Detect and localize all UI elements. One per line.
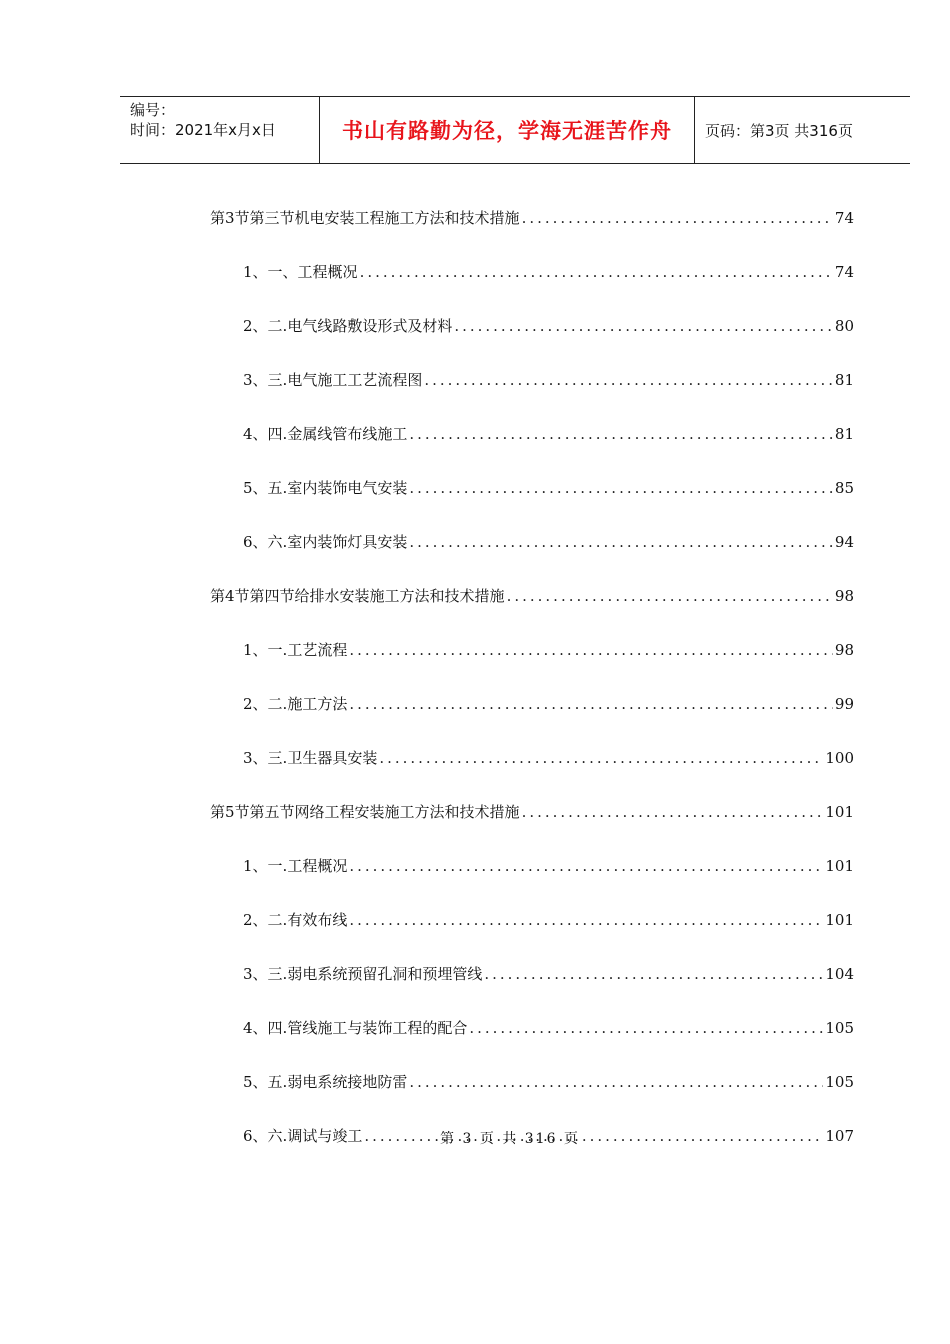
toc-entry-title: 二.电气线路敷设形式及材料 bbox=[267, 317, 453, 335]
toc-subsection-entry[interactable] bbox=[243, 530, 854, 554]
toc-subsection-entry[interactable] bbox=[243, 962, 854, 986]
toc-entry-page: 98 bbox=[834, 641, 854, 659]
toc-subsection-entry[interactable] bbox=[243, 1016, 854, 1040]
toc-entry-title: 第三节机电安装工程施工方法和技术措施 bbox=[249, 209, 520, 227]
toc-entry-title: 三.弱电系统预留孔洞和预埋管线 bbox=[267, 965, 483, 983]
footer-page-number: 第 3 页 共 316 页 bbox=[440, 1131, 580, 1147]
toc-entry-page: 100 bbox=[825, 749, 854, 767]
toc-subsection-entry[interactable] bbox=[243, 422, 854, 446]
toc-dot-leader bbox=[522, 206, 833, 230]
toc-entry-title: 三.电气施工工艺流程图 bbox=[267, 371, 423, 389]
toc-entry-number: 3、 bbox=[243, 371, 268, 389]
toc-entry-number: 4、 bbox=[243, 1019, 268, 1037]
toc-entry-title: 一.工艺流程 bbox=[267, 641, 348, 659]
toc-dot-leader bbox=[409, 476, 833, 500]
toc-subsection-entry[interactable] bbox=[243, 476, 854, 500]
toc-subsection-entry[interactable] bbox=[243, 314, 854, 338]
toc-subsection-entry[interactable] bbox=[243, 746, 854, 770]
toc-entry-page: 80 bbox=[834, 317, 854, 335]
toc-entry-page: 107 bbox=[825, 1127, 854, 1145]
toc-entry-number: 6、 bbox=[243, 1127, 268, 1145]
toc-dot-leader bbox=[409, 1070, 823, 1094]
header-page-info: 页码：第3页 共316页 bbox=[705, 121, 853, 140]
toc-entry-title: 五.室内装饰电气安装 bbox=[267, 479, 408, 497]
toc-subsection-entry[interactable] bbox=[243, 908, 854, 932]
toc-entry-title: 四.金属线管布线施工 bbox=[267, 425, 408, 443]
toc-subsection-entry[interactable] bbox=[243, 854, 854, 878]
toc-entry-page: 101 bbox=[825, 911, 854, 929]
toc-entry-page: 101 bbox=[825, 857, 854, 875]
toc-dot-leader bbox=[507, 584, 833, 608]
toc-entry-page: 98 bbox=[834, 587, 854, 605]
toc-section-entry[interactable] bbox=[210, 206, 854, 230]
header-motto: 书山有路勤为径，学海无涯苦作舟 bbox=[320, 97, 695, 163]
toc-entry-page: 105 bbox=[825, 1019, 854, 1037]
toc-entry-number: 3、 bbox=[243, 749, 268, 767]
toc-entry-page: 81 bbox=[834, 371, 854, 389]
toc-entry-title: 第四节给排水安装施工方法和技术措施 bbox=[249, 587, 505, 605]
toc-dot-leader bbox=[454, 314, 833, 338]
toc-section-entry[interactable] bbox=[210, 800, 854, 824]
toc-entry-number: 6、 bbox=[243, 533, 268, 551]
toc-dot-leader bbox=[409, 530, 833, 554]
toc-entry-title: 第五节网络工程安装施工方法和技术措施 bbox=[249, 803, 520, 821]
toc-entry-number: 2、 bbox=[243, 317, 268, 335]
toc-entry-title: 四.管线施工与装饰工程的配合 bbox=[267, 1019, 468, 1037]
toc-entry-title: 二.有效布线 bbox=[267, 911, 348, 929]
toc-entry-number: 1、 bbox=[243, 263, 268, 281]
page-footer bbox=[0, 1128, 950, 1148]
toc-entry-page: 81 bbox=[834, 425, 854, 443]
toc-dot-leader bbox=[469, 1016, 823, 1040]
document-number-label: 编号： bbox=[130, 101, 176, 119]
toc-entry-number: 5、 bbox=[243, 479, 268, 497]
toc-dot-leader bbox=[522, 800, 824, 824]
toc-entry-title: 六.调试与竣工 bbox=[267, 1127, 363, 1145]
toc-dot-leader bbox=[360, 260, 833, 284]
toc-subsection-entry[interactable] bbox=[243, 260, 854, 284]
toc-entry-page: 85 bbox=[834, 479, 854, 497]
toc-subsection-entry[interactable] bbox=[243, 368, 854, 392]
toc-dot-leader bbox=[424, 368, 833, 392]
header-meta bbox=[120, 97, 320, 163]
toc-entry-title: 二.施工方法 bbox=[267, 695, 348, 713]
toc-entry-title: 五.弱电系统接地防雷 bbox=[267, 1073, 408, 1091]
toc-dot-leader bbox=[379, 746, 823, 770]
toc-entry-number: 1、 bbox=[243, 641, 268, 659]
toc-entry-page: 105 bbox=[825, 1073, 854, 1091]
toc-entry-title: 六.室内装饰灯具安装 bbox=[267, 533, 408, 551]
toc-entry-page: 74 bbox=[834, 209, 854, 227]
toc-subsection-entry[interactable] bbox=[243, 692, 854, 716]
toc-entry-number: 1、 bbox=[243, 857, 268, 875]
toc-entry-page: 74 bbox=[834, 263, 854, 281]
toc-dot-leader bbox=[349, 854, 823, 878]
toc-subsection-entry[interactable] bbox=[243, 638, 854, 662]
toc-subsection-entry[interactable] bbox=[243, 1070, 854, 1094]
toc-dot-leader bbox=[409, 422, 833, 446]
toc-entry-number: 2、 bbox=[243, 695, 268, 713]
toc-entry-number: 第5节 bbox=[210, 803, 250, 821]
toc-entry-number: 5、 bbox=[243, 1073, 268, 1091]
toc-entry-page: 101 bbox=[825, 803, 854, 821]
toc-entry-number: 4、 bbox=[243, 425, 268, 443]
toc-entry-page: 99 bbox=[834, 695, 854, 713]
toc-dot-leader bbox=[484, 962, 823, 986]
toc-entry-number: 3、 bbox=[243, 965, 268, 983]
toc-entry-page: 94 bbox=[834, 533, 854, 551]
toc-dot-leader bbox=[349, 638, 833, 662]
toc-entry-number: 2、 bbox=[243, 911, 268, 929]
toc-entry-title: 一、工程概况 bbox=[267, 263, 358, 281]
toc-entry-title: 三.卫生器具安装 bbox=[267, 749, 378, 767]
toc-section-entry[interactable] bbox=[210, 584, 854, 608]
document-header bbox=[120, 96, 910, 164]
toc-dot-leader bbox=[349, 908, 823, 932]
toc-entry-title: 一.工程概况 bbox=[267, 857, 348, 875]
toc-entry-number: 第3节 bbox=[210, 209, 250, 227]
toc-dot-leader bbox=[349, 692, 833, 716]
toc-entry-page: 104 bbox=[825, 965, 854, 983]
toc-entry-number: 第4节 bbox=[210, 587, 250, 605]
document-time-label: 时间：2021年x月x日 bbox=[130, 121, 276, 139]
